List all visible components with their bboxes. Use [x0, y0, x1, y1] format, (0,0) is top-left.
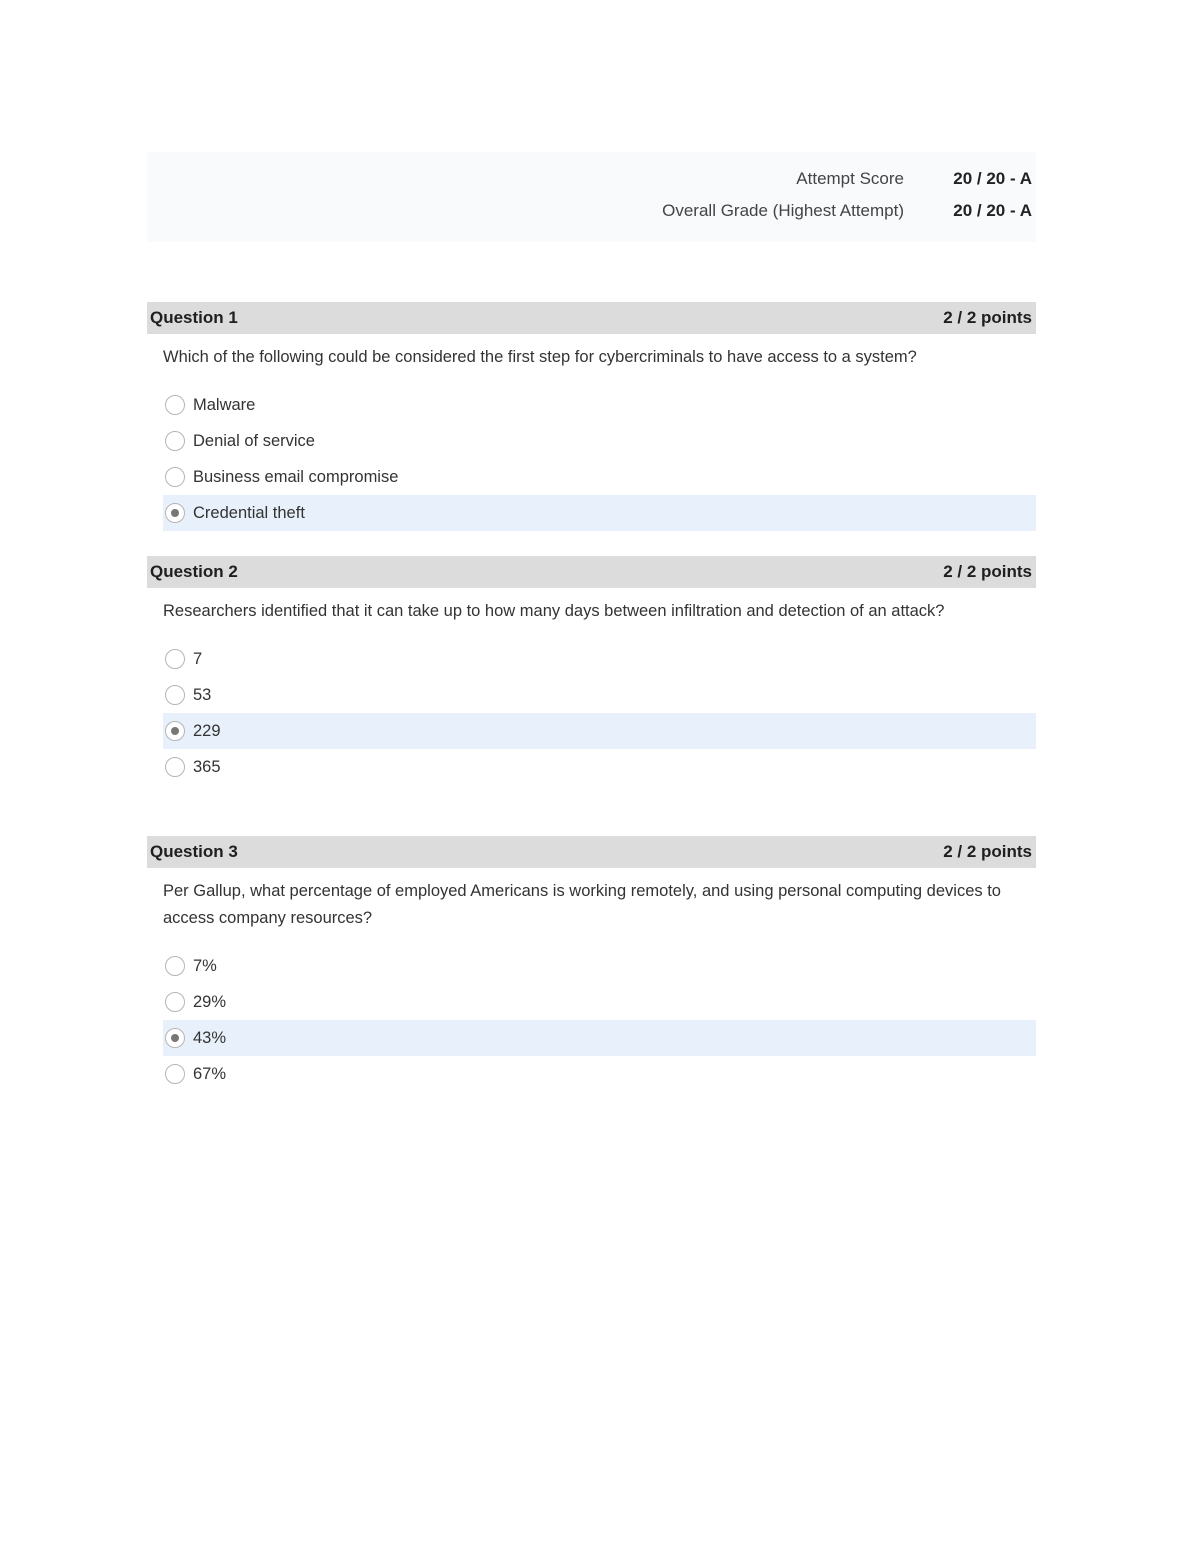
score-summary — [147, 152, 1036, 242]
radio-button[interactable] — [165, 757, 185, 777]
answer-label: 365 — [193, 757, 221, 776]
radio-button[interactable] — [165, 1064, 185, 1084]
radio-button-selected[interactable] — [165, 503, 185, 523]
answer-label: 53 — [193, 685, 212, 704]
radio-button[interactable] — [165, 956, 185, 976]
question-points: 2 / 2 points — [943, 562, 1032, 581]
answer-label: 7% — [193, 956, 217, 975]
answer-label: Business email compromise — [193, 467, 399, 486]
question-points: 2 / 2 points — [943, 308, 1032, 327]
radio-button[interactable] — [165, 649, 185, 669]
answer-label: 7 — [193, 649, 203, 668]
attempt-score-row — [796, 169, 1032, 189]
answer-option[interactable] — [163, 1056, 1036, 1092]
overall-grade-label: Overall Grade (Highest Attempt) — [662, 201, 904, 220]
question-text: Per Gallup, what percentage of employed Americans is working remotely, and using personal computing devices to access company resources? — [163, 882, 1001, 927]
question-2 — [147, 556, 1036, 785]
question-title: Question 3 — [150, 842, 238, 861]
answer-option[interactable] — [163, 459, 1036, 495]
question-header — [147, 836, 1036, 868]
answer-option[interactable] — [163, 677, 1036, 713]
question-title: Question 1 — [150, 308, 238, 327]
answer-label: 229 — [193, 721, 221, 740]
answer-label: 67% — [193, 1064, 227, 1083]
answer-option[interactable] — [163, 423, 1036, 459]
radio-button[interactable] — [165, 431, 185, 451]
answer-option[interactable] — [163, 387, 1036, 423]
radio-button[interactable] — [165, 467, 185, 487]
answer-options — [147, 641, 1036, 785]
question-1 — [147, 302, 1036, 531]
answer-option-selected[interactable] — [163, 495, 1036, 531]
question-header — [147, 556, 1036, 588]
question-3 — [147, 836, 1036, 1092]
answer-option-selected[interactable] — [163, 1020, 1036, 1056]
answer-options — [147, 387, 1036, 531]
question-title: Question 2 — [150, 562, 238, 581]
answer-options — [147, 948, 1036, 1092]
radio-button[interactable] — [165, 685, 185, 705]
answer-option[interactable] — [163, 948, 1036, 984]
answer-option[interactable] — [163, 984, 1036, 1020]
answer-label: Malware — [193, 395, 256, 414]
radio-button[interactable] — [165, 395, 185, 415]
answer-label: 29% — [193, 992, 227, 1011]
attempt-score-value: 20 / 20 - A — [953, 169, 1032, 188]
radio-button-selected[interactable] — [165, 1028, 185, 1048]
answer-label: 43% — [193, 1028, 227, 1047]
overall-grade-value: 20 / 20 - A — [953, 201, 1032, 220]
overall-grade-row — [662, 201, 1032, 221]
question-header — [147, 302, 1036, 334]
question-text: Which of the following could be considered the first step for cybercriminals to have access to a system? — [163, 348, 917, 366]
radio-button-selected[interactable] — [165, 721, 185, 741]
answer-label: Credential theft — [193, 503, 305, 522]
answer-option[interactable] — [163, 641, 1036, 677]
radio-button[interactable] — [165, 992, 185, 1012]
attempt-score-label: Attempt Score — [796, 169, 904, 188]
answer-option-selected[interactable] — [163, 713, 1036, 749]
question-points: 2 / 2 points — [943, 842, 1032, 861]
question-text: Researchers identified that it can take up to how many days between infiltration and detection of an attack? — [163, 602, 945, 620]
answer-option[interactable] — [163, 749, 1036, 785]
answer-label: Denial of service — [193, 431, 315, 450]
